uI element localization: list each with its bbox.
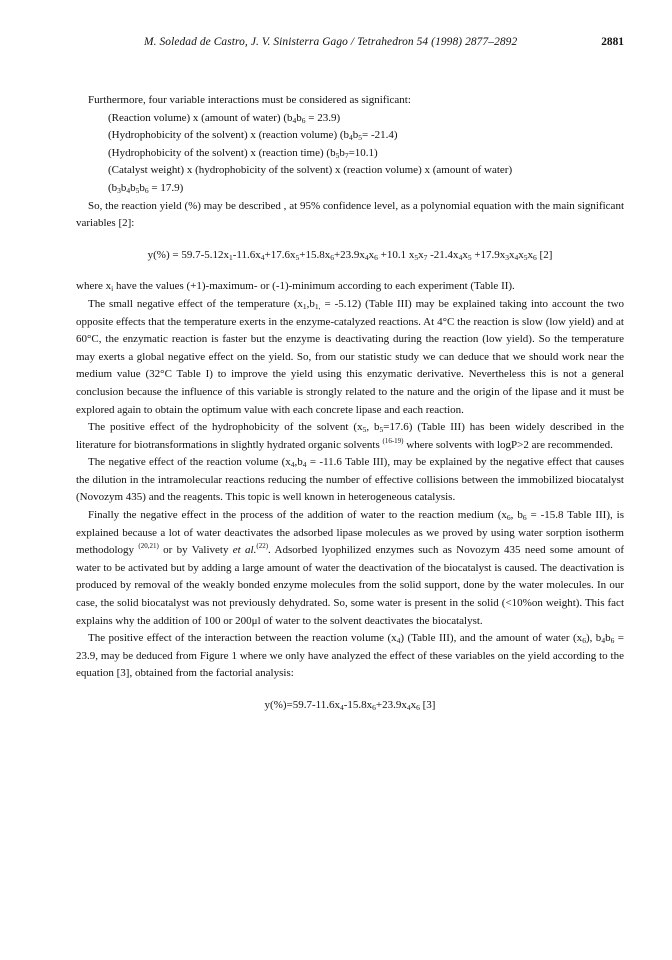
interaction-paragraph: The positive effect of the interaction between the reaction volume $(x_4)$ (Table III), and the amount of water $(x_6)$, $b_4b_6 = 23.9$, may be deduced from Figure 1 where we only have analyzed the effect of these variables on the yield according to the equation [3], obtained from the factorial analysis: (76, 632, 624, 680)
interaction-item: (Hydrophobicity of the solvent) x (reaction time) $(b_5b_7=10.1)$ (108, 146, 378, 160)
interactions-intro: Furthermore, four variable interactions must be considered as significant: (88, 94, 411, 106)
body-text (76, 92, 624, 729)
interaction-item: $(b_3b_4b_5b_6 = 17.9)$ (108, 181, 184, 195)
equation-2: $y(\%) = 59.7-5.12x_1-11.6x_4+17.6x_5+15.8x_6+23.9x_4x_6 +10.1$ $x_5x_7$ $-21.4x_4x_5 +17.9x_3x_4x_5x_6$ [2] (147, 248, 553, 262)
equation-3: $y(\%)=59.7-11.6x_4-15.8x_6+23.9x_4x_6$ [3] (264, 699, 436, 712)
water-paragraph: Finally the negative effect in the process of the addition of water to the reaction medium ($x_6$, $b_6 = -15.8$ Table III), is explained because a lot of water deactivates the adsorbed lipase molecules as we proved by using water sorption isotherm methodology $^{(20,21)}$ or by Valivety et al.$^{(22)}$. Adsorbed lyophilized enzymes such as Novozym 435 need some amount of water to be activated but by adding a large amount of water the deactivation of the biocatalyst is caused. The deactivation is produced by removal of the weakly bonded enzyme molecules from the solid support, done by the water molecules. In our case, the solid biocatalyst was not previously dehydrated. So, some water is present in the solid (<10%on weight). This fact explains why the addition of 100 or 200μl of water to the solvent deactivates the biocatalyst. (76, 509, 624, 627)
running-head: M. Soledad de Castro, J. V. Sinisterra Gago / Tetrahedron 54 (1998) 2877–2892 (144, 36, 518, 48)
interaction-item: (Hydrophobicity of the solvent) x (reaction volume) $(b_4b_5= -21.4)$ (108, 129, 398, 143)
summary-paragraph: So, the reaction yield (%) may be described , at 95% confidence level, as a polynomial equation with the main significant variables [2]: (76, 199, 624, 230)
reaction-volume-paragraph: The negative effect of the reaction volume ($x_4,b_4 = -11.6$ Table III), may be explained by the negative effect that causes the dilution in the intramolecular reactions reducing the number of effective collisions between the immobilized biocatalyst (Novozym 435) and the reagents. This topic is well known in heterogeneous catalysis. (76, 456, 624, 504)
hydrophobicity-paragraph: The positive effect of the hydrophobicity of the solvent ($x_5$, $b_5=17.6$) (Table III) has been widely described in the literature for biotransformations in slightly hydrated organic solvents $^{(16-19)}$ where solvents with logP>2 are recommended. (76, 421, 625, 451)
page-number: 2881 (601, 36, 624, 48)
where-paragraph: where $x_i$ have the values (+1)-maximum- or (-1)-minimum according to each experiment (Table II). (76, 280, 515, 294)
interaction-item: (Catalyst weight) x (hydrophobicity of the solvent) x (reaction volume) x (amount of water) (108, 164, 513, 177)
interactions-list (76, 110, 624, 198)
temperature-paragraph: The small negative effect of the temperature $(x_1,b_{1,} = -5.12)$ (Table III) may be explained taking into account the two opposite effects that the temperature exerts in the enzyme-catalyzed reactions. At 4°C the reaction is slow (low yield) and at 60°C, the enzymatic reaction is faster but the enzyme is deactivating during the reaction (low yield). So the temperature may exerts a global negative effect on the yield. So, from our statistic study we can deduce that we should work near the medium value (32°C Table I) to improve the yield using this enzymatic derivative. Nevertheless this is not a general conclusion because the influence of this variable is strongly related to the nature and the origin of the lipase and it must be explored again to obtain the optimum value with each concrete lipase and each reaction. (76, 297, 625, 416)
interaction-item: (Reaction volume) x (amount of water) $(b_4b_6 = 23.9)$ (108, 111, 341, 125)
